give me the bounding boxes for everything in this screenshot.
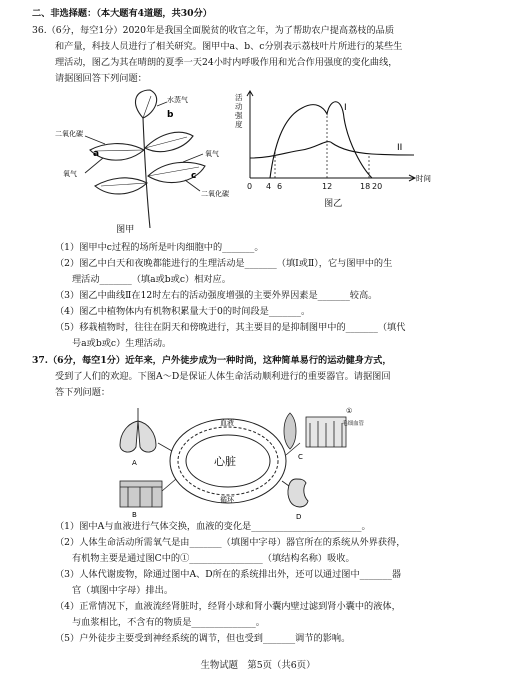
curve-II [250,142,414,158]
kidney-organ [288,479,308,507]
blood-label-bottom: 循环 [220,496,234,504]
label-a: a [93,149,100,159]
q37-sub-2b: 有机物主要是通过图C中的①________________（填结构名称）吸收。 [72,553,355,564]
q37-sub-1: （1）图中A与血液进行气体交换，血液的变化是________________________。 [55,521,371,532]
label-D: D [296,513,302,521]
label-water-vapor: 水蒸气 [167,96,188,104]
page-footer: 生物试题 第5页（共6页） [200,660,316,671]
stem [143,118,150,228]
y-label-2: 动 [235,102,243,111]
blood-label-top: 血液 [220,419,234,427]
q36-line-1: 36.（6分，每空1分）2020年是我国全面脱贫的收官之年，为了帮助农户提高荔枝的品质 [32,25,395,36]
skin-organ [120,481,162,507]
q37-sub-3: （3）人体代谢废物，除通过图中A、D所在的系统排出外，还可以通过图中_______器 [55,569,402,580]
leaf-top [136,90,157,118]
q37-sub-2: （2）人体生命活动所需氧气是由_______（填图中字母）器官所在的系统从外界获得， [55,537,406,548]
curve-I-label: I [344,103,347,113]
figure-curves-caption: 图乙 [324,198,343,209]
q36-sub-1: （1）图甲中c过程的场所是叶肉细胞中的_______。 [55,242,264,253]
q37-line-3: 答下列问题： [55,387,111,398]
leaf-lower-right [148,162,205,182]
q36-sub-2: （2）图乙中白天和夜晚都能进行的生理活动是_______（填Ⅰ或Ⅱ），它与图甲中的生 [55,258,393,269]
tick-0: 0 [247,182,253,191]
label-c: c [191,171,197,181]
q36-line-4: 请据图回答下列问题： [55,73,147,84]
curve-I [270,102,372,178]
q36-sub-3: （3）图乙中曲线Ⅱ在12时左右的活动强度增强的主要外界因素是_______较高。 [55,290,378,301]
label-o2-right: 氧气 [205,150,219,158]
label-co2-right: 二氧化碳 [201,190,229,198]
figure-leaf-caption: 图甲 [116,224,135,235]
figure-leaf-branch [55,88,240,233]
y-label-1: 活 [235,93,243,102]
label-A: A [132,459,137,467]
label-o2-left: 氧气 [63,170,77,178]
x-label: 时间 [416,174,431,183]
q37-line-1: 37.（6分，每空1分）近年来，户外徒步成为一种时尚，这种简单易行的运动健身方式， [32,355,392,366]
q37-sub-4: （4）正常情况下，血液流经肾脏时，经肾小球和肾小囊内壁过滤到肾小囊中的液体， [55,601,401,612]
q36-sub-4: （4）图乙中植物体内有机物积累量大于0的时间段是_______。 [55,306,311,317]
lungs-organ [120,408,156,452]
figure-activity-curves [232,88,442,196]
section-title: 二、非选择题：（本大题有4道题，共30分） [32,8,212,19]
label-b: b [167,110,174,120]
q36-sub-2b: 理活动_______（填a或b或c）相对应。 [72,274,231,285]
circle-1-label: ① [346,407,353,415]
tick-12: 12 [322,182,333,191]
curve-II-label: II [397,143,403,153]
figure-circulation [110,403,370,523]
y-label-4: 度 [235,120,243,129]
intestine-organ [284,413,346,449]
heart-label: 心脏 [214,455,236,468]
capillary-label: 毛细血管 [342,421,365,427]
q36-line-2: 和产量，科技人员进行了相关研究。图甲中a、b、c分别表示荔枝叶片所进行的某些生 [55,41,403,52]
label-B: B [132,511,137,519]
label-co2-left: 二氧化碳 [55,130,83,138]
q37-line-2: 受到了人们的欢迎。下图A～D是保证人体生命活动顺利进行的重要器官。请据图回 [55,371,391,382]
tick-18: 18 [360,182,371,191]
tick-20: 20 [372,182,383,191]
q36-sub-5b: 号a或b或c）生理活动。 [72,338,172,349]
tick-6: 6 [277,182,283,191]
tick-4: 4 [266,182,272,191]
q37-sub-3b: 官（填图中字母）排出。 [72,585,174,596]
q37-sub-4b: 与血浆相比，不含有的物质是______________。 [72,617,265,628]
q36-sub-5: （5）移栽植物时，往往在阴天和傍晚进行，其主要目的是抑制图甲中的_______（填代 [55,322,406,333]
q36-line-3: 理活动，图乙为其在晴朗的夏季一天24小时内呼吸作用和光合作用强度的变化曲线， [55,57,398,68]
y-label-3: 强 [235,111,243,120]
q37-sub-5: （5）户外徒步主要受到神经系统的调节，但也受到_______调节的影响。 [55,633,351,644]
label-C: C [298,453,303,461]
